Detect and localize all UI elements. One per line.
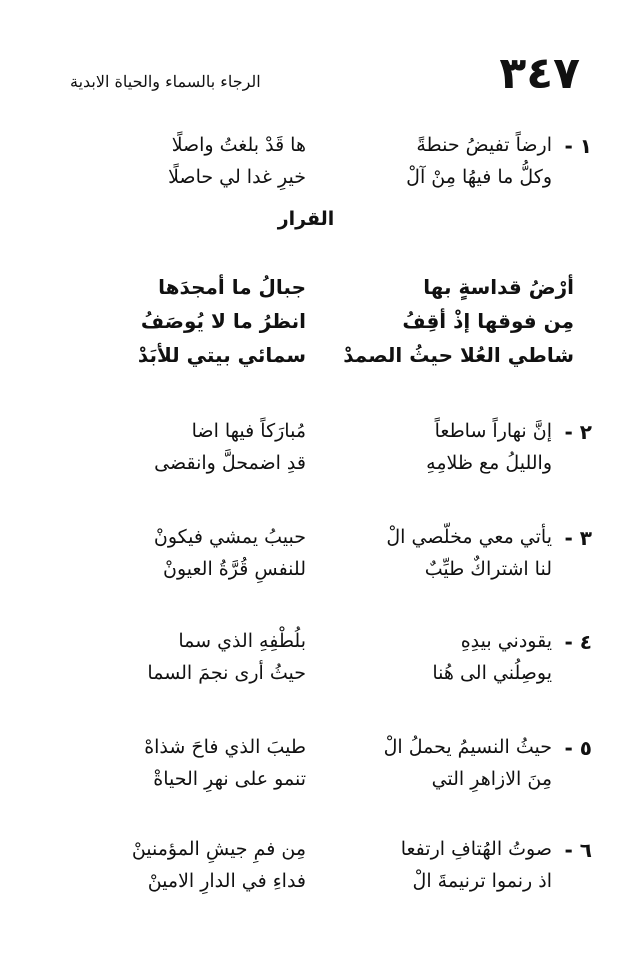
stanza-number: ٥ - xyxy=(564,736,592,760)
stanza-number: ٤ - xyxy=(564,630,592,654)
verse-first-half: شاطي العُلا حيثُ الصمدْ xyxy=(343,343,574,367)
verse-line xyxy=(0,864,640,898)
verse-second-half: بلُطْفِهِ الذي سما xyxy=(178,630,306,652)
stanza-number: ٢ - xyxy=(564,420,592,444)
verse-second-half: سمائي بيتي للأبَدْ xyxy=(137,343,306,367)
verse-first-half: مِنَ الازاهرِ التي xyxy=(431,768,552,790)
refrain-line xyxy=(0,304,640,338)
refrain-line xyxy=(0,270,640,304)
verse-line xyxy=(0,414,640,448)
verse-line xyxy=(0,160,640,194)
verse-second-half: تنمو على نهرِ الحياةْ xyxy=(153,768,306,790)
verse-line xyxy=(0,128,640,162)
verse-first-half: ارضاً تفيضُ حنطةً xyxy=(416,134,552,156)
verse-second-half: خيرِ غدا لي حاصلًا xyxy=(168,166,306,188)
running-header: الرجاء بالسماء والحياة الابدية xyxy=(70,72,261,91)
verse-line xyxy=(0,552,640,586)
verse-first-half: أرْضُ قداسةٍ بها xyxy=(423,275,574,299)
verse-line xyxy=(0,762,640,796)
verse-line xyxy=(0,730,640,764)
verse-line xyxy=(0,624,640,658)
verse-first-half: حيثُ النسيمُ يحملُ الْ xyxy=(383,736,552,758)
verse-second-half: حيثُ أرى نجمَ السما xyxy=(147,662,306,684)
verse-second-half: طيبَ الذي فاحَ شذاهْ xyxy=(144,736,306,758)
stanza-number: ٣ - xyxy=(564,526,592,550)
verse-first-half: اذ رنموا ترنيمةَ الْ xyxy=(412,870,552,892)
verse-first-half: لنا اشتراكٌ طيِّبٌ xyxy=(424,558,552,580)
page-number: ٣٤٧ xyxy=(499,48,580,99)
verse-second-half: ها قَدْ بلغتُ واصلًا xyxy=(171,134,306,156)
verse-first-half: صوتُ الهُتافِ ارتفعا xyxy=(400,838,552,860)
verse-first-half: مِن فوقها إذْ أقِفُ xyxy=(402,309,574,333)
verse-first-half: يأتي معي مخلّصي الْ xyxy=(386,526,552,548)
verse-first-half: والليلُ مع ظلامِهِ xyxy=(426,452,552,474)
verse-first-half: وكلُّ ما فيهُا مِنْ آلْ xyxy=(406,166,552,188)
verse-second-half: فداءِ في الدارِ الامينْ xyxy=(147,870,306,892)
stanza-number: ٦ - xyxy=(564,838,592,862)
verse-second-half: مُبارَكاً فيها اضا xyxy=(191,420,306,442)
verse-line xyxy=(0,656,640,690)
verse-second-half: انظرُ ما لا يُوصَفُ xyxy=(140,309,306,333)
stanza-number: ١ - xyxy=(564,134,592,158)
verse-second-half: قدِ اضمحلَّ وانقضى xyxy=(154,452,306,474)
verse-line xyxy=(0,446,640,480)
verse-first-half: يقودني بيدِهِ xyxy=(460,630,552,652)
verse-second-half: للنفسِ قُرَّةُ العيونْ xyxy=(163,558,306,580)
verse-first-half: يوصِلُني الى هُنا xyxy=(432,662,552,684)
verse-second-half: حبيبُ يمشي فيكونْ xyxy=(153,526,306,548)
verse-second-half: جبالُ ما أمجدَها xyxy=(158,275,306,299)
verse-line xyxy=(0,520,640,554)
refrain-line xyxy=(0,338,640,372)
verse-line xyxy=(0,832,640,866)
verse-second-half: مِن فمِ جيشِ المؤمنينْ xyxy=(131,838,306,860)
verse-first-half: إنَّ نهاراً ساطعاً xyxy=(434,420,552,442)
refrain-title: القرار xyxy=(277,208,335,230)
